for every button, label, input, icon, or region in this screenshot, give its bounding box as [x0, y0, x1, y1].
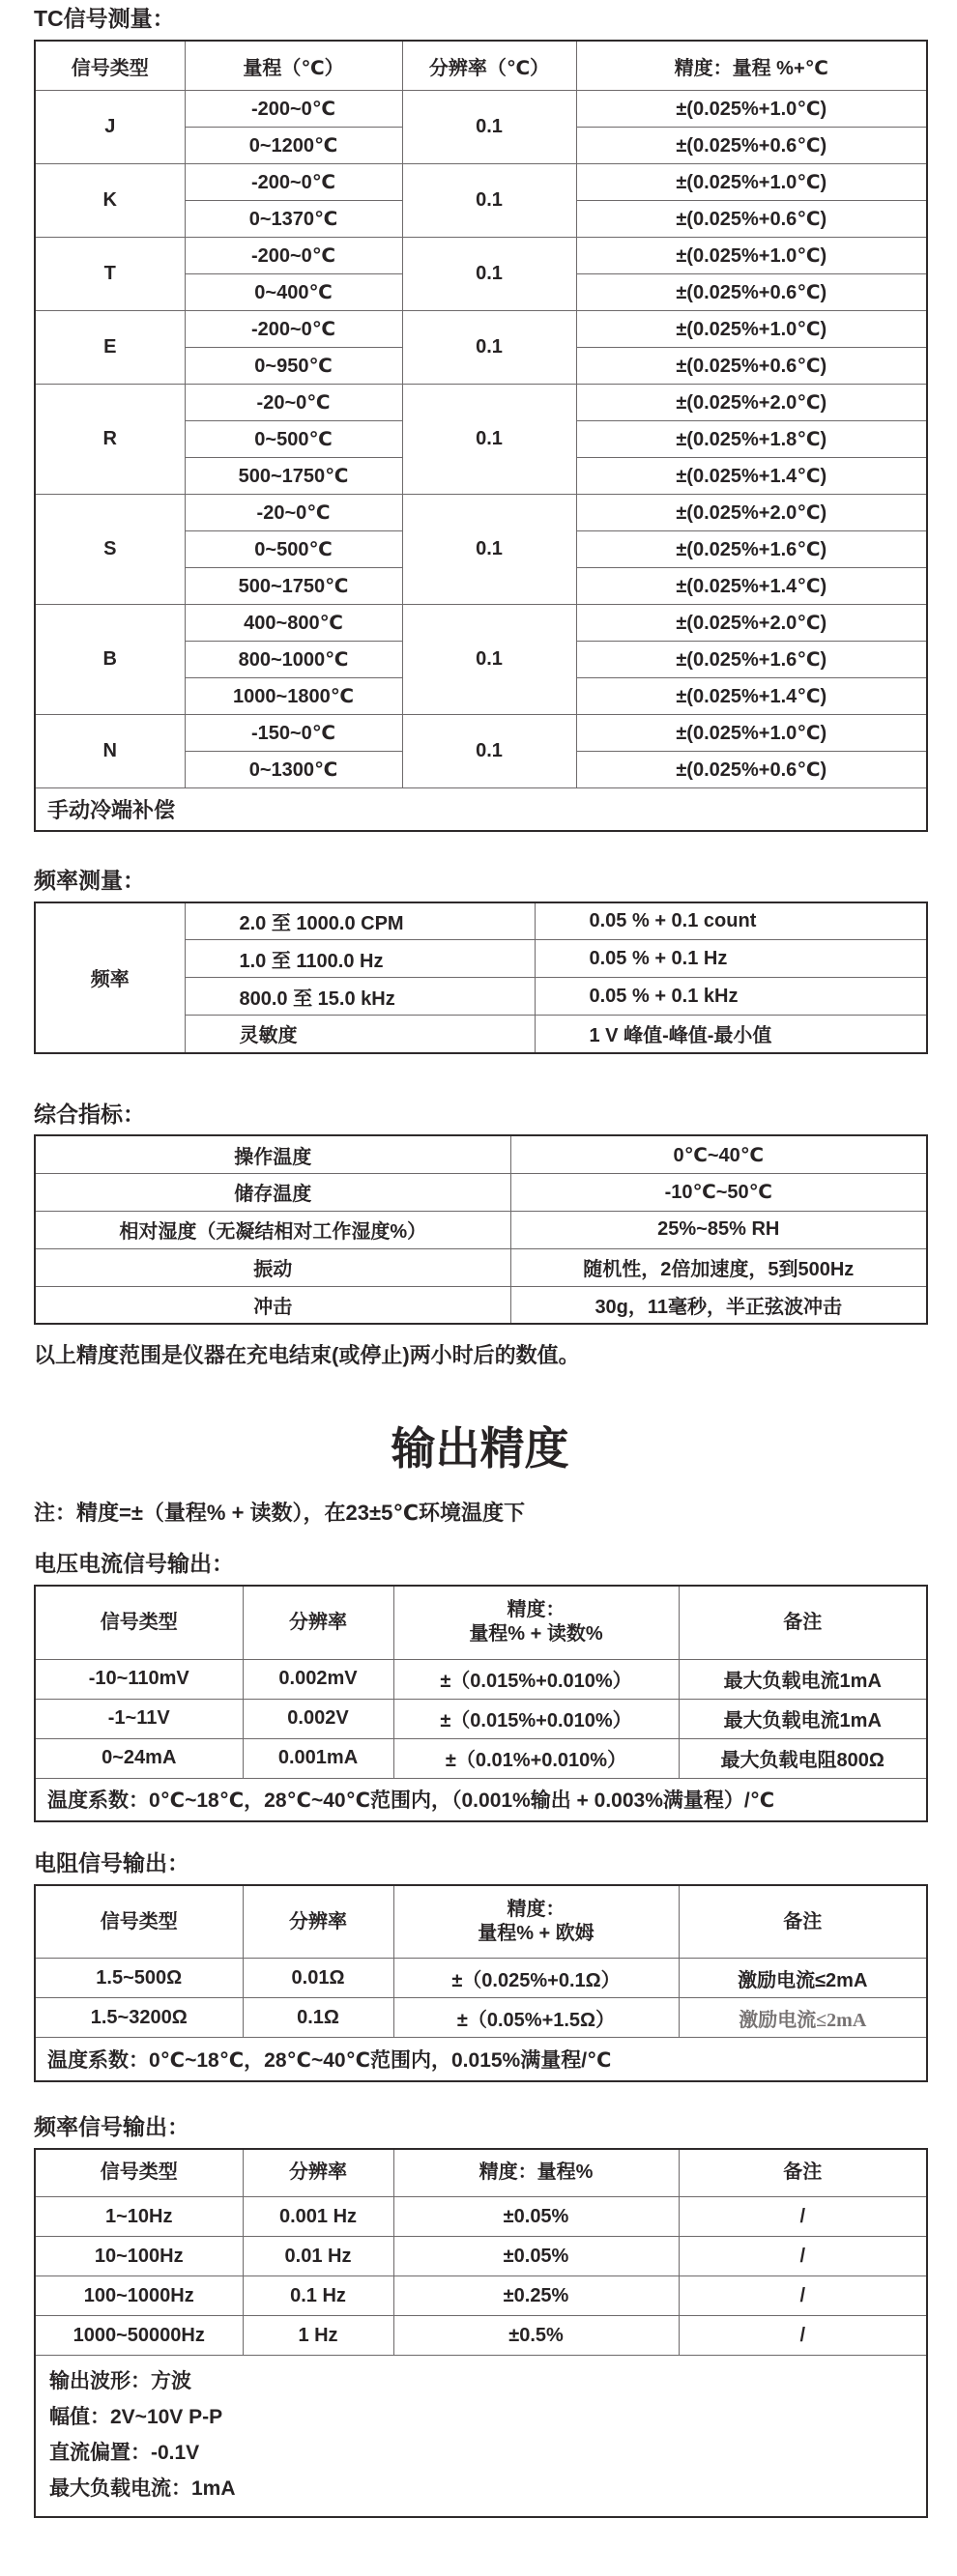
accuracy-cell: ±0.05% [393, 2197, 679, 2237]
type-cell: S [35, 495, 185, 605]
table-row [35, 1135, 927, 1173]
accuracy-cell: ±(0.025%+1.6℃) [576, 642, 927, 678]
accuracy-cell: ±(0.025%+1.0℃) [576, 311, 927, 348]
resolution-cell: 0.1 Hz [243, 2276, 393, 2316]
accuracy-cell: ±(0.025%+0.6℃) [576, 348, 927, 385]
range-cell: -10~110mV [35, 1659, 243, 1699]
general-specs-table [34, 1134, 928, 1325]
accuracy-cell: ±(0.025%+1.0℃) [576, 238, 927, 274]
range-cell: 0~500℃ [185, 531, 402, 568]
table-header-row [35, 1586, 927, 1659]
accuracy-cell: 0.05 % + 0.1 kHz [535, 978, 927, 1016]
remark-cell: 激励电流≤2mA [679, 1959, 927, 1998]
accuracy-header-line2: 量程% + 读数% [469, 1623, 603, 1646]
accuracy-cell: ±（0.05%+1.5Ω） [393, 1998, 679, 2038]
remark-cell: / [679, 2237, 927, 2276]
amplitude-line: 幅值：2V~10V P-P [49, 2406, 223, 2428]
range-cell: -200~0℃ [185, 311, 402, 348]
table-row [35, 1699, 927, 1738]
col-header-accuracy [393, 1885, 679, 1959]
general-section-title: 综合指标： [34, 1101, 145, 1127]
freq-output-section-title: 频率信号输出： [34, 2113, 189, 2139]
table-header-row [35, 1885, 927, 1959]
table-row [35, 495, 927, 531]
range-cell: 1.5~3200Ω [35, 1998, 243, 2038]
range-cell: -20~0℃ [185, 495, 402, 531]
vi-section-title: 电压电流信号输出： [34, 1551, 234, 1577]
accuracy-header-line2: 量程% + 欧姆 [478, 1923, 594, 1944]
spacer [34, 1822, 957, 1849]
range-cell: -150~0℃ [185, 715, 402, 752]
table-row [35, 91, 927, 128]
accuracy-cell: ±(0.025%+0.6℃) [576, 201, 927, 238]
resistance-output-table [34, 1884, 928, 2082]
spec-value-cell: -10℃~50℃ [510, 1173, 927, 1211]
accuracy-header-line1: 精度： [507, 1599, 566, 1621]
resolution-cell: 1 Hz [243, 2316, 393, 2356]
range-cell: 0~24mA [35, 1738, 243, 1778]
type-cell: J [35, 91, 185, 164]
range-cell: 10~100Hz [35, 2237, 243, 2276]
range-cell: -20~0℃ [185, 385, 402, 421]
table-row [35, 164, 927, 201]
table-row [35, 311, 927, 348]
range-cell: 0~1370℃ [185, 201, 402, 238]
spec-label-cell: 储存温度 [35, 1173, 510, 1211]
table-row [35, 1173, 927, 1211]
table-header-row [35, 2149, 927, 2197]
range-cell: 500~1750℃ [185, 458, 402, 495]
accuracy-header-line1: 精度： [507, 1899, 566, 1920]
range-cell: 800.0 至 15.0 kHz [185, 978, 535, 1016]
accuracy-cell: ±(0.025%+2.0℃) [576, 385, 927, 421]
col-header-signal-type: 信号类型 [35, 1885, 243, 1959]
temp-coefficient-note: 温度系数：0℃~18℃，28℃~40℃范围内，0.015%满量程/℃ [35, 2038, 927, 2081]
remark-cell: / [679, 2316, 927, 2356]
temp-coefficient-note: 温度系数：0℃~18℃，28℃~40℃范围内，（0.001%输出 + 0.003%满量程）/℃ [35, 1778, 927, 1821]
accuracy-cell: ±0.05% [393, 2237, 679, 2276]
accuracy-cell: ±（0.01%+0.010%） [393, 1738, 679, 1778]
range-cell: 1000~50000Hz [35, 2316, 243, 2356]
col-header-resolution: 分辨率 [243, 1885, 393, 1959]
spacer [34, 832, 957, 867]
range-cell: 0~500℃ [185, 421, 402, 458]
range-cell: 0~1200℃ [185, 128, 402, 164]
table-footer-row [35, 1778, 927, 1821]
spec-value-cell: 0℃~40℃ [510, 1135, 927, 1173]
table-row [35, 2316, 927, 2356]
range-cell: 400~800℃ [185, 605, 402, 642]
accuracy-cell: 0.05 % + 0.1 count [535, 902, 927, 940]
max-load-current-line: 最大负载电流：1mA [49, 2477, 236, 2500]
accuracy-cell: ±(0.025%+0.6℃) [576, 128, 927, 164]
accuracy-cell: ±(0.025%+1.4℃) [576, 568, 927, 605]
resolution-cell: 0.1 [402, 495, 576, 605]
table-footer-row [35, 788, 927, 831]
table-row [35, 385, 927, 421]
accuracy-cell: ±(0.025%+1.0℃) [576, 91, 927, 128]
output-accuracy-note: 注：精度=±（量程% + 读数），在23±5℃环境温度下 [34, 1501, 525, 1526]
table-row [35, 1248, 927, 1286]
accuracy-cell: ±0.25% [393, 2276, 679, 2316]
table-row [35, 715, 927, 752]
range-cell: -200~0℃ [185, 164, 402, 201]
range-cell: 0~400℃ [185, 274, 402, 311]
table-row [35, 902, 927, 940]
spec-value-cell: 25%~85% RH [510, 1211, 927, 1248]
range-cell: 500~1750℃ [185, 568, 402, 605]
remark-cell: 最大负载电流1mA [679, 1659, 927, 1699]
table-row [35, 1959, 927, 1998]
accuracy-cell: ±0.5% [393, 2316, 679, 2356]
remark-cell: / [679, 2276, 927, 2316]
range-cell: 1~10Hz [35, 2197, 243, 2237]
output-waveform-notes [35, 2356, 927, 2518]
accuracy-cell: ±(0.025%+0.6℃) [576, 274, 927, 311]
tc-measurement-table [34, 40, 928, 832]
table-row [35, 238, 927, 274]
manual-cold-junction-note: 手动冷端补偿 [35, 788, 927, 831]
resolution-cell: 0.002V [243, 1699, 393, 1738]
frequency-measurement-table [34, 902, 928, 1054]
range-cell: -1~11V [35, 1699, 243, 1738]
col-header-resolution: 分辨率 [243, 2149, 393, 2197]
remark-cell: 最大负载电阻800Ω [679, 1738, 927, 1778]
sensitivity-value-cell: 1 V 峰值-峰值-最小值 [535, 1016, 927, 1053]
col-header-signal-type: 信号类型 [35, 1586, 243, 1659]
accuracy-cell: ±(0.025%+2.0℃) [576, 605, 927, 642]
spec-label-cell: 相对湿度（无凝结相对工作湿度%） [35, 1211, 510, 1248]
resolution-cell: 0.1 [402, 385, 576, 495]
col-header-accuracy [393, 1586, 679, 1659]
col-header-resolution: 分辨率 [243, 1586, 393, 1659]
type-cell: 频率 [35, 902, 185, 1053]
resolution-cell: 0.1Ω [243, 1998, 393, 2038]
table-row [35, 1998, 927, 2038]
type-cell: B [35, 605, 185, 715]
spacer [34, 2082, 957, 2113]
col-header-signal-type: 信号类型 [35, 2149, 243, 2197]
range-cell: 0~950℃ [185, 348, 402, 385]
accuracy-cell: ±(0.025%+1.8℃) [576, 421, 927, 458]
spec-label-cell: 冲击 [35, 1286, 510, 1324]
resolution-cell: 0.1 [402, 91, 576, 164]
table-header-row [35, 41, 927, 91]
resolution-cell: 0.1 [402, 238, 576, 311]
spec-value-cell: 30g，11毫秒，半正弦波冲击 [510, 1286, 927, 1324]
range-cell: 1.5~500Ω [35, 1959, 243, 1998]
range-cell: 0~1300℃ [185, 752, 402, 788]
accuracy-cell: ±（0.015%+0.010%） [393, 1659, 679, 1699]
waveform-line: 输出波形：方波 [49, 2370, 191, 2392]
table-row [35, 2197, 927, 2237]
type-cell: N [35, 715, 185, 788]
range-cell: 1.0 至 1100.0 Hz [185, 940, 535, 978]
resolution-cell: 0.001 Hz [243, 2197, 393, 2237]
spec-label-cell: 操作温度 [35, 1135, 510, 1173]
col-header-accuracy: 精度：量程 %+℃ [576, 41, 927, 91]
sensitivity-cell: 灵敏度 [185, 1016, 535, 1053]
table-row [35, 2276, 927, 2316]
resolution-cell: 0.1 [402, 715, 576, 788]
accuracy-cell: ±(0.025%+2.0℃) [576, 495, 927, 531]
col-header-resolution: 分辨率（℃） [402, 41, 576, 91]
frequency-output-table [34, 2148, 928, 2519]
col-header-accuracy: 精度：量程% [393, 2149, 679, 2197]
output-accuracy-heading: 输出精度 [391, 1423, 569, 1474]
accuracy-cell: ±（0.015%+0.010%） [393, 1699, 679, 1738]
col-header-remark: 备注 [679, 2149, 927, 2197]
range-cell: 2.0 至 1000.0 CPM [185, 902, 535, 940]
table-footer-row [35, 2038, 927, 2081]
accuracy-cell: 0.05 % + 0.1 Hz [535, 940, 927, 978]
remark-cell: / [679, 2197, 927, 2237]
accuracy-range-note: 以上精度范围是仪器在充电结束(或停止)两小时后的数值。 [34, 1343, 580, 1368]
range-cell: 1000~1800℃ [185, 678, 402, 715]
accuracy-cell: ±（0.025%+0.1Ω） [393, 1959, 679, 1998]
spacer [34, 1054, 957, 1101]
resolution-cell: 0.1 [402, 605, 576, 715]
type-cell: T [35, 238, 185, 311]
col-header-range: 量程（℃） [185, 41, 402, 91]
tc-section-title: TC信号测量： [34, 6, 175, 31]
resolution-cell: 0.01 Hz [243, 2237, 393, 2276]
range-cell: -200~0℃ [185, 238, 402, 274]
table-row [35, 1738, 927, 1778]
resistance-section-title: 电阻信号输出： [34, 1850, 189, 1875]
range-cell: 100~1000Hz [35, 2276, 243, 2316]
resolution-cell: 0.01Ω [243, 1959, 393, 1998]
resolution-cell: 0.1 [402, 311, 576, 385]
accuracy-cell: ±(0.025%+1.4℃) [576, 458, 927, 495]
accuracy-cell: ±(0.025%+0.6℃) [576, 752, 927, 788]
type-cell: K [35, 164, 185, 238]
col-header-remark: 备注 [679, 1885, 927, 1959]
resolution-cell: 0.002mV [243, 1659, 393, 1699]
range-cell: -200~0℃ [185, 91, 402, 128]
accuracy-cell: ±(0.025%+1.0℃) [576, 715, 927, 752]
accuracy-cell: ±(0.025%+1.4℃) [576, 678, 927, 715]
col-header-signal-type: 信号类型 [35, 41, 185, 91]
range-cell: 800~1000℃ [185, 642, 402, 678]
table-row [35, 2237, 927, 2276]
voltage-current-output-table [34, 1585, 928, 1822]
type-cell: R [35, 385, 185, 495]
col-header-remark: 备注 [679, 1586, 927, 1659]
accuracy-cell: ±(0.025%+1.0℃) [576, 164, 927, 201]
accuracy-cell: ±(0.025%+1.6℃) [576, 531, 927, 568]
table-row [35, 1659, 927, 1699]
table-row [35, 1286, 927, 1324]
remark-cell: 激励电流≤2mA [679, 1998, 927, 2038]
resolution-cell: 0.1 [402, 164, 576, 238]
table-row [35, 1211, 927, 1248]
table-footer-row [35, 2356, 927, 2518]
table-row [35, 605, 927, 642]
spec-label-cell: 振动 [35, 1248, 510, 1286]
resolution-cell: 0.001mA [243, 1738, 393, 1778]
spec-value-cell: 随机性，2倍加速度，5到500Hz [510, 1248, 927, 1286]
remark-cell: 最大负载电流1mA [679, 1699, 927, 1738]
freq-section-title: 频率测量： [34, 867, 145, 893]
type-cell: E [35, 311, 185, 385]
dc-offset-line: 直流偏置：-0.1V [49, 2442, 200, 2464]
